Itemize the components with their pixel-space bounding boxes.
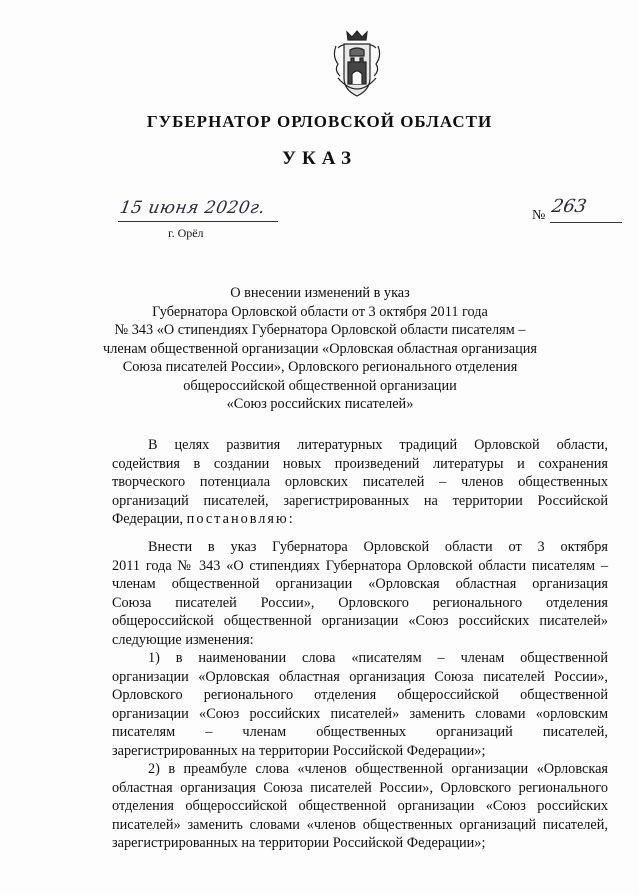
number-sign: № — [532, 208, 546, 223]
item2-line: отделения общероссийской общественной организации «Союз российских — [112, 798, 608, 814]
title-line: общероссийской общественной организации — [183, 377, 457, 394]
preamble-line: творческого потенциала орловских писателей – членов общественных — [112, 474, 608, 490]
preamble-last-line — [112, 510, 608, 529]
preamble-line: В целях развития литературных традиций Орловской области, — [148, 437, 608, 453]
body-line: Союза писателей России», Орловского регионального отделения — [112, 594, 608, 611]
preamble-paragraph — [112, 436, 608, 529]
city-label: г. Орёл — [168, 226, 204, 240]
title-line: Губернатора Орловской области от 3 октября 2011 года — [152, 303, 488, 320]
body-line: членам общественной организации «Орловская областная организация — [112, 576, 608, 592]
handwritten-number: 263 — [550, 196, 589, 217]
number-underline — [550, 222, 622, 223]
item2-line: писателей» заменить словами «членов общественных организаций писателей, — [112, 816, 608, 833]
item1-line: писателям – членам общественных организаций писателей, — [112, 724, 608, 740]
issuing-authority: ГУБЕРНАТОР ОРЛОВСКОЙ ОБЛАСТИ — [146, 112, 493, 131]
title-line: Союза писателей России», Орловского регионального отделения — [122, 359, 518, 375]
item2-line: 2) в преамбуле слова «членов общественной организации «Орловская — [148, 761, 608, 777]
coat-of-arms-icon — [330, 28, 384, 100]
title-line: № 343 «О стипендиях Губернатора Орловской области писателям – — [114, 322, 526, 338]
item1-line: зарегистрированных на территории Российской Федерации»; — [112, 742, 486, 759]
date-underline — [118, 221, 278, 222]
item1-line: организации «Союз российских писателей» заменить словами «орловским — [112, 705, 608, 722]
handwritten-date: 15 июня 2020г. — [118, 198, 267, 218]
item1-line: организации «Орловская областная организация Союза писателей России», — [112, 668, 608, 685]
preamble-line: организаций писателей, зарегистрированных на территории Российской — [112, 492, 608, 509]
title-line: членам общественной организации «Орловская областная организация — [103, 340, 537, 357]
item2-line: зарегистрированных на территории Российской Федерации»; — [112, 835, 486, 851]
body-line: следующие изменения: — [112, 631, 254, 648]
item1-line: 1) в наименовании слова «писателям – членам общественной — [148, 650, 608, 666]
item1-line: Орловского регионального отделения общероссийской общественной — [112, 687, 608, 703]
title-line: «Союз российских писателей» — [226, 396, 414, 412]
body-line: общероссийской общественной организации «Союз российских писателей» — [112, 613, 608, 629]
body-line: 2011 года № 343 «О стипендиях Губернатора Орловской области писателям – — [112, 557, 608, 574]
preamble-line: Федерации, — [112, 511, 184, 527]
document-title — [20, 284, 620, 414]
title-line: О внесении изменений в указ — [230, 285, 410, 301]
document-type: УКАЗ — [282, 148, 357, 169]
resolve-word: постановляю: — [186, 511, 295, 527]
preamble-line: содействия в создании новых произведений литературы и сохранения — [112, 455, 608, 472]
main-paragraph — [112, 538, 608, 853]
item2-line: областная организация Союза писателей России», Орловского регионального — [112, 779, 608, 796]
body-line: Внести в указ Губернатора Орловской области от 3 октября — [148, 539, 608, 555]
